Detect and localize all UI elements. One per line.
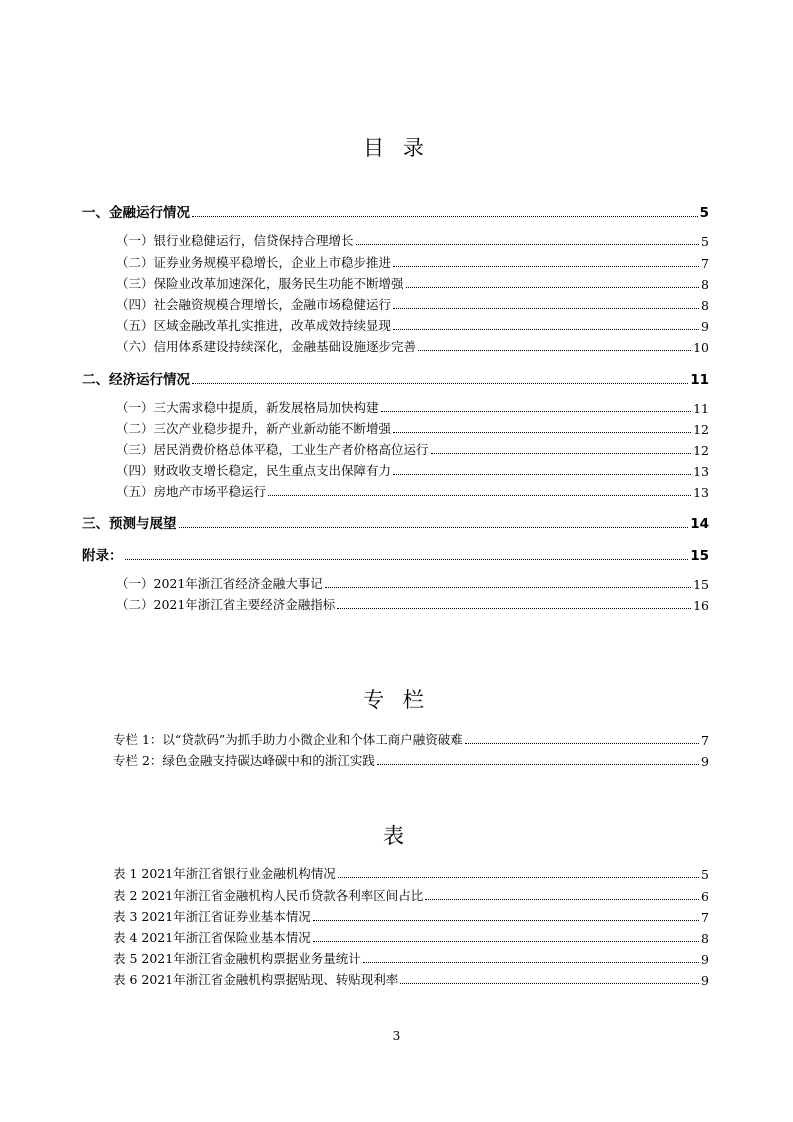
table-item-label: 表 1 2021年浙江省银行业金融机构情况 — [113, 866, 336, 881]
toc-item-appendix-1[interactable] — [116, 574, 709, 592]
table-item-label: 表 3 2021年浙江省证券业基本情况 — [113, 909, 311, 924]
column-item-1[interactable] — [113, 730, 709, 748]
dot-leader — [125, 559, 689, 560]
toc-section-3[interactable] — [82, 512, 709, 532]
toc-page-number: 13 — [693, 485, 709, 500]
table-page-number: 8 — [701, 931, 709, 946]
toc-item-label: （四）社会融资规模合理增长，金融市场稳健运行 — [116, 297, 392, 312]
dot-leader — [465, 743, 699, 744]
toc-page-number: 16 — [693, 598, 709, 613]
toc-item-label: （三）居民消费价格总体平稳，工业生产者价格高位运行 — [116, 442, 429, 457]
column-item-label: 专栏 1：以“贷款码”为抓手助力小微企业和个体工商户融资破难 — [113, 732, 463, 747]
toc-page-number: 7 — [701, 256, 709, 271]
dot-leader — [338, 877, 699, 878]
dot-leader — [381, 411, 692, 412]
table-page-number: 6 — [701, 889, 709, 904]
toc-section-label: 三、预测与展望 — [82, 516, 177, 532]
table-page-number: 9 — [701, 952, 709, 967]
toc-item-label: （四）财政收支增长稳定，民生重点支出保障有力 — [116, 463, 392, 478]
dot-leader — [393, 474, 691, 475]
toc-item-label: （一）银行业稳健运行，信贷保持合理增长 — [116, 233, 354, 248]
table-page-number: 9 — [701, 973, 709, 988]
toc-item-label: （五）房地产市场平稳运行 — [116, 484, 267, 499]
toc-item-2-2[interactable] — [116, 419, 709, 437]
dot-leader — [431, 453, 692, 454]
toc-section-1[interactable] — [82, 201, 709, 221]
table-item-label: 表 5 2021年浙江省金融机构票据业务量统计 — [113, 951, 361, 966]
toc-item-1-2[interactable] — [116, 253, 709, 271]
dot-leader — [393, 329, 699, 330]
toc-page-number: 11 — [693, 401, 709, 416]
toc-item-1-6[interactable] — [116, 337, 709, 355]
tables-title: 表 — [383, 824, 410, 848]
dot-leader — [337, 608, 691, 609]
table-item-label: 表 2 2021年浙江省金融机构人民币贷款各利率区间占比 — [113, 888, 424, 903]
toc-page-number: 8 — [701, 298, 709, 313]
toc-page-number: 8 — [701, 277, 709, 292]
dot-leader — [418, 350, 691, 351]
toc-page-number: 15 — [693, 577, 709, 592]
toc-item-1-5[interactable] — [116, 316, 709, 334]
toc-title: 目 录 — [363, 136, 430, 160]
dot-leader — [393, 432, 691, 433]
table-item-1[interactable] — [113, 864, 709, 882]
dot-leader — [313, 920, 699, 921]
dot-leader — [406, 287, 700, 288]
toc-page-number: 14 — [690, 516, 709, 532]
toc-item-1-4[interactable] — [116, 295, 709, 313]
column-item-2[interactable] — [113, 751, 709, 769]
dot-leader — [400, 983, 699, 984]
toc-page-number: 5 — [699, 205, 709, 221]
toc-item-label: （二）三次产业稳步提升，新产业新动能不断增强 — [116, 421, 392, 436]
dot-leader — [268, 495, 691, 496]
column-item-label: 专栏 2：绿色金融支持碳达峰碳中和的浙江实践 — [113, 753, 375, 768]
toc-page-number: 13 — [693, 464, 709, 479]
toc-item-appendix-2[interactable] — [116, 595, 709, 613]
table-item-label: 表 6 2021年浙江省金融机构票据贴现、转贴现利率 — [113, 972, 399, 987]
toc-item-1-1[interactable] — [116, 231, 709, 249]
toc-section-label: 二、经济运行情况 — [82, 372, 190, 388]
dot-leader — [313, 941, 699, 942]
toc-item-label: （三）保险业改革加速深化，服务民生功能不断增强 — [116, 276, 404, 291]
column-page-number: 7 — [701, 733, 709, 748]
toc-item-1-3[interactable] — [116, 274, 709, 292]
toc-page-number: 5 — [701, 234, 709, 249]
dot-leader — [356, 244, 700, 245]
dot-leader — [425, 899, 699, 900]
toc-section-2[interactable] — [82, 368, 709, 388]
column-page-number: 9 — [701, 754, 709, 769]
table-item-4[interactable] — [113, 928, 709, 946]
toc-page-number: 10 — [693, 340, 709, 355]
toc-item-2-5[interactable] — [116, 482, 709, 500]
toc-item-2-1[interactable] — [116, 398, 709, 416]
dot-leader — [179, 527, 689, 528]
toc-page-number: 15 — [690, 548, 709, 564]
table-item-label: 表 4 2021年浙江省保险业基本情况 — [113, 930, 311, 945]
table-item-5[interactable] — [113, 949, 709, 967]
toc-item-2-4[interactable] — [116, 461, 709, 479]
toc-section-label: 一、金融运行情况 — [82, 205, 190, 221]
table-page-number: 7 — [701, 910, 709, 925]
toc-item-label: （二）证券业务规模平稳增长，企业上市稳步推进 — [116, 255, 392, 270]
dot-leader — [377, 764, 699, 765]
toc-section-label: 附录： — [82, 548, 123, 564]
page-number: 3 — [392, 1029, 401, 1043]
dot-leader — [363, 962, 699, 963]
toc-item-label: （一）三大需求稳中提质，新发展格局加快构建 — [116, 400, 379, 415]
dot-leader — [192, 216, 698, 217]
columns-title: 专 栏 — [363, 688, 430, 712]
dot-leader — [192, 383, 688, 384]
toc-page-number: 11 — [690, 372, 709, 388]
toc-item-label: （二）2021年浙江省主要经济金融指标 — [116, 597, 336, 612]
toc-page-number: 9 — [701, 319, 709, 334]
table-item-2[interactable] — [113, 886, 709, 904]
dot-leader — [393, 266, 699, 267]
table-page-number: 5 — [701, 867, 709, 882]
toc-section-appendix[interactable] — [82, 544, 709, 564]
toc-item-2-3[interactable] — [116, 440, 709, 458]
toc-page-number: 12 — [693, 422, 709, 437]
toc-page-number: 12 — [693, 443, 709, 458]
table-item-3[interactable] — [113, 907, 709, 925]
dot-leader — [393, 308, 699, 309]
toc-item-label: （五）区域金融改革扎实推进，改革成效持续显现 — [116, 318, 392, 333]
dot-leader — [325, 587, 691, 588]
toc-item-label: （六）信用体系建设持续深化，金融基础设施逐步完善 — [116, 339, 417, 354]
toc-item-label: （一）2021年浙江省经济金融大事记 — [116, 576, 323, 591]
table-item-6[interactable] — [113, 970, 709, 988]
